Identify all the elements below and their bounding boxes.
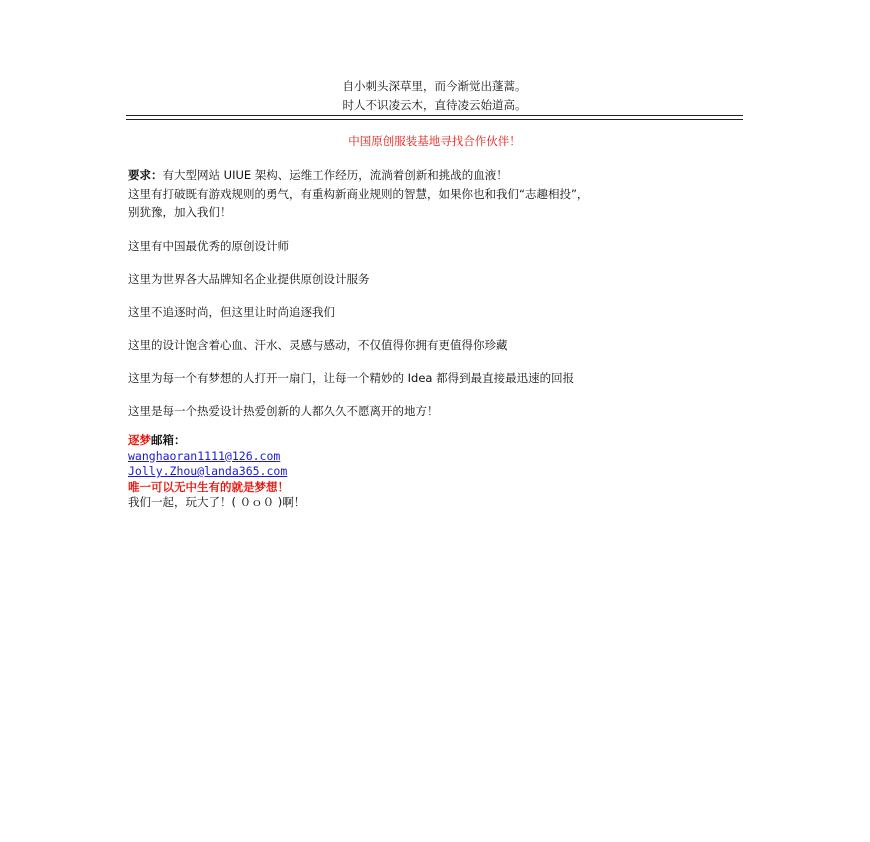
headline: 中国原创服装基地寻找合作伙伴！ <box>348 134 521 148</box>
dream-slogan: 唯一可以无中生有的就是梦想！ <box>128 479 289 494</box>
requirements-line-2: 这里有打破既有游戏规则的勇气，有重构新商业规则的智慧，如果你也和我们“志趣相投”， <box>128 186 589 201</box>
paragraph-dream-door: 这里为每一个有梦想的人打开一扇门，让每一个精妙的 Idea 都得到最直接最迅速的回报 <box>128 371 575 385</box>
paragraph-designers: 这里有中国最优秀的原创设计师 <box>128 239 289 253</box>
mailbox-label-text: 邮箱： <box>151 433 186 447</box>
paragraph-design-passion: 这里的设计饱含着心血、汗水、灵感与感动，不仅值得你拥有更值得你珍藏 <box>128 338 508 352</box>
requirements-label: 要求： <box>128 168 163 182</box>
requirements-line-3: 别犹豫，加入我们！ <box>128 205 232 219</box>
paragraph-never-leave: 这里是每一个热爱设计热爱创新的人都久久不愿离开的地方！ <box>128 404 439 418</box>
paragraph-services: 这里为世界各大品牌知名企业提供原创设计服务 <box>128 272 370 286</box>
contact-block <box>128 433 743 511</box>
requirements-block <box>128 166 743 222</box>
double-rule-divider <box>126 115 743 120</box>
email-link-1[interactable]: wanghaoran1111@126.com <box>128 448 281 463</box>
paragraph-fashion: 这里不追逐时尚，但这里让时尚追逐我们 <box>128 305 335 319</box>
poem-line-2: 时人不识凌云木，直待凌云始道高。 <box>342 98 527 112</box>
requirements-text: 有大型网站 UIUE 架构、运维工作经历，流淌着创新和挑战的血液！ <box>162 168 508 182</box>
poem <box>126 77 743 115</box>
requirements-line-1 <box>128 166 743 185</box>
mailbox-label <box>128 433 743 449</box>
closing-line: 我们一起，玩大了！( ０ｏ０ )啊！ <box>128 495 306 509</box>
poem-line-1: 自小刺头深草里，而今渐觉出蓬蒿。 <box>342 79 527 93</box>
mailbox-label-highlight: 逐梦 <box>128 433 151 447</box>
email-link-2[interactable]: Jolly.Zhou@landa365.com <box>128 464 288 478</box>
